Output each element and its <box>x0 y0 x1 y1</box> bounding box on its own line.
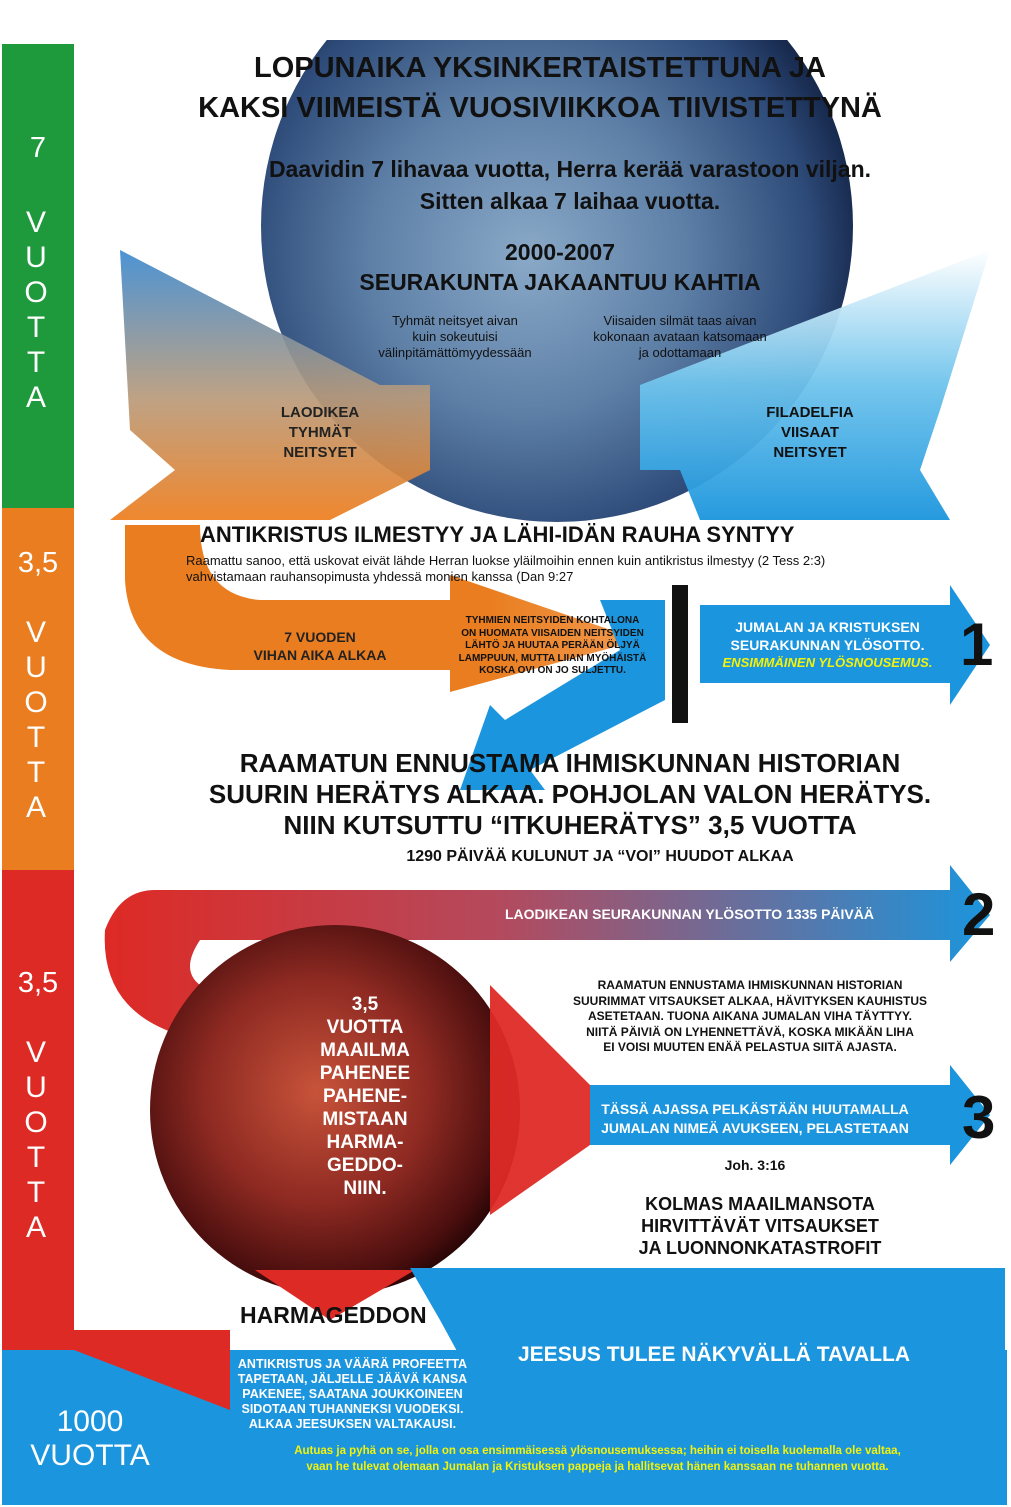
blessed-verse <box>190 1443 1005 1475</box>
timeline-letter: T <box>26 311 46 344</box>
plague-line: RAAMATUN ENNUSTAMA IHMISKUNNAN HISTORIAN <box>597 978 903 992</box>
timeline-letter: T <box>26 1141 46 1174</box>
fate-line: LAMPPUUN, MUTTA LIIAN MYÖHÄISTÄ <box>458 652 647 664</box>
harmageddon-label: HARMAGEDDON <box>240 1302 427 1328</box>
war-line: JA LUONNONKATASTROFIT <box>638 1238 882 1258</box>
millennium-line: TAPETAAN, JÄLJELLE JÄÄVÄ KANSA <box>237 1372 468 1386</box>
timeline-segment-35-years-a <box>2 545 74 581</box>
note-line: välinpitämättömyydessään <box>378 345 532 360</box>
verse-line: Autuas ja pyhä on se, jolla on osa ensimmäisessä ylösnousemuksessa; heihin ei toisella kuolemalla ole valtaa, <box>294 1445 901 1457</box>
bible-reference: Joh. 3:16 <box>724 1157 786 1173</box>
label-line: FILADELFIA <box>766 404 854 421</box>
label-line: NEITSYET <box>773 444 847 461</box>
label-line: LAODIKEA <box>280 404 360 421</box>
step-number-3: 3 <box>962 1084 996 1151</box>
timeline-letter: A <box>25 381 46 414</box>
antichrist-line: vahvistamaan rauhansopimusta yhdessä monien kanssa (Dan 9:27 <box>186 569 574 584</box>
fate-line: LÄHTÖ JA HUUTAA PERÄÄN ÖLJYÄ <box>465 640 640 651</box>
plague-line: EI VOISI MUUTEN ENÄÄ PELASTUA SIITÄ AJASTA. <box>603 1040 897 1054</box>
timeline-letter: T <box>26 721 46 754</box>
verse-line: vaan he tulevat olemaan Jumalan ja Kristuksen pappeja ja hallitsevat hänen kanssaan ne tuhannen vuotta. <box>306 1461 889 1473</box>
timeline-number: 1000 <box>56 1405 124 1438</box>
intro-line: Daavidin 7 lihavaa vuotta, Herra kerää varastoon viljan. <box>268 156 872 182</box>
timeline-segment-1000-years <box>10 1405 170 1473</box>
rapture-line: JUMALAN JA KRISTUKSEN <box>735 619 920 635</box>
timeline-segment-7-years <box>2 130 74 166</box>
timeline-number: 7 <box>29 132 47 164</box>
war-line: KOLMAS MAAILMANSOTA <box>645 1194 875 1214</box>
world-line: HARMA- <box>326 1132 404 1153</box>
timeline-segment-35-years-b <box>2 965 74 1001</box>
title-line: LOPUNAIKA YKSINKERTAISTETTUNA JA <box>254 52 826 84</box>
revival-line: RAAMATUN ENNUSTAMA IHMISKUNNAN HISTORIAN <box>239 748 901 778</box>
timeline-letter: O <box>24 1106 48 1139</box>
intro-text <box>150 153 990 217</box>
world-line: NIIN. <box>343 1178 387 1199</box>
title-line: KAKSI VIIMEISTÄ VUOSIVIIKKOA TIIVISTETTYNÄ <box>198 92 882 124</box>
timeline-letters-2 <box>0 615 72 825</box>
millennium-text <box>215 1357 490 1432</box>
plagues-text <box>530 978 970 1056</box>
revival-line: SUURIN HERÄTYS ALKAA. POHJOLAN VALON HERÄTYS. <box>208 779 932 809</box>
foolish-note <box>340 313 570 361</box>
wrath-line: VIHAN AIKA ALKAA <box>253 647 387 663</box>
fate-line: TYHMIEN NEITSYIDEN KOHTALONA <box>465 615 640 626</box>
timeline-letters-3 <box>0 1035 72 1245</box>
millennium-line: PAKENEE, SAATANA JOUKKOINEEN <box>242 1387 463 1401</box>
note-line: Tyhmät neitsyet aivan <box>392 313 518 328</box>
plague-line: NIITÄ PÄIVIÄ ON LYHENNETTÄVÄ, KOSKA MIKÄÄN LIHA <box>586 1024 914 1039</box>
wise-note <box>565 313 795 361</box>
world-line: PAHENEE <box>319 1063 411 1084</box>
split-years: 2000-2007 <box>505 239 615 265</box>
war-line: HIRVITTÄVÄT VITSAUKSET <box>641 1216 879 1236</box>
rapture-line-highlight: ENSIMMÄINEN YLÖSNOUSEMUS. <box>722 655 933 670</box>
millennium-line: ALKAA JEESUKSEN VALTAKAUSI. <box>248 1417 457 1431</box>
world-line: VUOTTA <box>326 1017 404 1038</box>
salvation-line: JUMALAN NIMEÄ AVUKSEEN, PELASTETAAN <box>601 1120 909 1136</box>
timeline-letter: U <box>25 651 47 684</box>
antichrist-heading: ANTIKRISTUS ILMESTYY JA LÄHI-IDÄN RAUHA SYNTYY <box>200 522 795 547</box>
timeline-letter: V <box>25 616 46 649</box>
wrath-label <box>225 628 415 664</box>
timeline-letter: A <box>25 1211 46 1244</box>
laodikea-label <box>230 403 410 463</box>
world-line: MISTAAN <box>322 1109 408 1130</box>
wrath-line: 7 VUODEN <box>284 629 356 645</box>
rapture1-text <box>700 618 955 672</box>
revival-line: NIIN KUTSUTTU “ITKUHERÄTYS” 3,5 VUOTTA <box>283 810 857 840</box>
world-line: 3,5 <box>351 994 379 1015</box>
note-line: kuin sokeutuisi <box>412 329 498 344</box>
world-line: MAAILMA <box>320 1040 410 1061</box>
salvation-line: TÄSSÄ AJASSA PELKÄSTÄÄN HUUTAMALLA <box>601 1101 909 1117</box>
rapture-line: SEURAKUNNAN YLÖSOTTO. <box>730 637 925 653</box>
antichrist-text <box>186 553 1006 585</box>
split-title: SEURAKUNTA JAKAANTUU KAHTIA <box>359 269 761 295</box>
label-line: TYHMÄT <box>288 424 352 441</box>
plague-line: SUURIMMAT VITSAUKSET ALKAA, HÄVITYKSEN KAUHISTUS <box>572 993 927 1008</box>
salvation-text <box>555 1100 955 1138</box>
plague-line: ASETETAAN. TUONA AIKANA JUMALAN VIHA TÄYTTYY. <box>588 1009 912 1023</box>
note-line: Viisaiden silmät taas aivan <box>603 313 757 328</box>
timeline-letter: T <box>26 346 46 379</box>
millennium-line: SIDOTAAN TUHANNEKSI VUODEKSI. <box>241 1402 464 1416</box>
timeline-number: 3,5 <box>17 547 59 579</box>
world-line: PAHENE- <box>322 1086 408 1107</box>
world-line: GEDDO- <box>327 1155 403 1176</box>
timeline-letter: U <box>25 241 47 274</box>
world-text <box>290 993 440 1200</box>
timeline-letter: T <box>26 756 46 789</box>
timeline-letter: U <box>25 1071 47 1104</box>
revival-heading <box>150 748 990 841</box>
millennium-line: ANTIKRISTUS JA VÄÄRÄ PROFEETTA <box>237 1357 468 1371</box>
timeline-letter: T <box>26 1176 46 1209</box>
timeline-label: VUOTTA <box>30 1439 150 1472</box>
filadelfia-label <box>720 403 900 463</box>
split-heading <box>280 237 840 297</box>
step-number-1: 1 <box>960 611 994 678</box>
timeline-letter: O <box>24 276 48 309</box>
timeline-letter: V <box>25 1036 46 1069</box>
label-line: VIISAAT <box>780 424 840 441</box>
timeline-letter: O <box>24 686 48 719</box>
foolish-fate-text <box>440 615 665 678</box>
jesus-text: JEESUS TULEE NÄKYVÄLLÄ TAVALLA <box>518 1343 911 1366</box>
fate-line: ON HUOMATA VIISAIDEN NEITSYIDEN <box>461 627 644 639</box>
timeline-letter: A <box>25 791 46 824</box>
page-title <box>80 48 1000 128</box>
timeline-number: 3,5 <box>17 967 59 999</box>
label-line: NEITSYET <box>283 444 357 461</box>
intro-line: Sitten alkaa 7 laihaa vuotta. <box>419 188 721 214</box>
fate-line: KOSKA OVI ON JO SULJETTU. <box>479 665 626 676</box>
antichrist-line: Raamattu sanoo, että uskovat eivät lähde Herran luokse yläilmoihin ennen kuin antikristus ilmestyy (2 Tess 2:3) <box>186 553 826 568</box>
revival-subtext: 1290 PÄIVÄÄ KULUNUT JA “VOI” HUUDOT ALKAA <box>406 848 794 865</box>
note-line: ja odottamaan <box>638 345 722 360</box>
rapture2-text: LAODIKEAN SEURAKUNNAN YLÖSOTTO 1335 PÄIVÄÄ <box>505 906 874 922</box>
war-text <box>560 1193 960 1259</box>
step-number-2: 2 <box>962 881 996 948</box>
note-line: kokonaan avataan katsomaan <box>593 329 767 344</box>
timeline-letters-1 <box>0 205 72 415</box>
timeline-letter: V <box>25 206 46 239</box>
